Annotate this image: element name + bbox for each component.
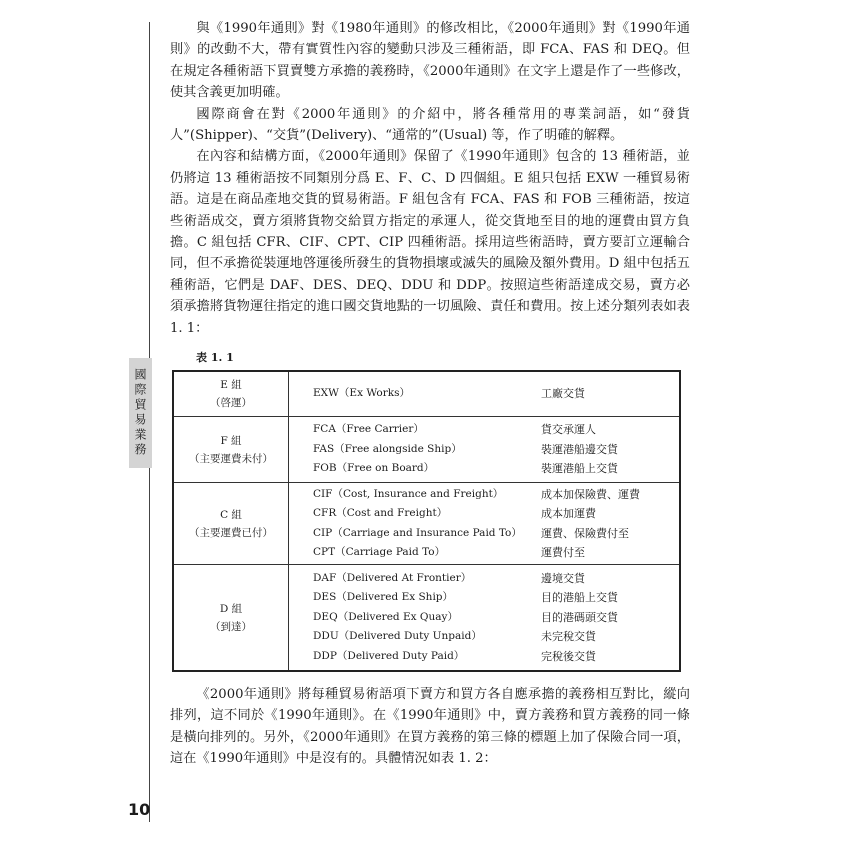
term-en: CPT（Carriage Paid To） <box>313 546 446 558</box>
page-number: 10 <box>128 800 151 819</box>
term-en: CIP（Carriage and Insurance Paid To） <box>313 526 522 539</box>
table-row <box>173 565 680 672</box>
term-zh: 完稅後交貨 <box>541 649 596 663</box>
group-sub: （主要運費未付） <box>189 452 273 465</box>
term-zh: 裝運港船上交貨 <box>541 462 618 476</box>
term-en: CFR（Cost and Freight） <box>313 507 448 519</box>
paragraph: 《2000年通則》將每種貿易術語項下賣方和買方各自應承擔的義務相互對比，縱向排列，這不同於《1990年通則》。在《1990年通則》中，賣方義務和買方義務的同一條是橫向排列的。另外，《2000年通則》在買方義務的第三條的標題上加了保險合同一項，這在《1990年通則》中是沒有的。具體情況如表 1. 2： <box>170 687 690 767</box>
term-zh-cell <box>541 417 680 483</box>
paragraph: 在內容和結構方面，《2000年通則》保留了《1990年通則》包含的 13 種術語，並仍將這 13 種術語按不同類別分爲 E、F、C、D 四個組。E 組只包括 EXW 一種貿易術語。這是在商品產地交貨的貿易術語。F 組包含有 FCA、FAS 和 FOB 三種術語，按這些術語成交，賣方須將貨物交給買方指定的承運人，從交貨地至目的地的運費由買方負擔。C 組包括 CFR、CIF、CPT、CIP 四種術語。採用這些術語時，賣方要訂立運輸合同，但不承擔從裝運地啓運後所發生的貨物損壞或滅失的風險及額外費用。D 組中包括五種術語，它們是 DAF、DES、DEQ、DDU 和 DDP。按照這些術語達成交易，賣方必須承擔將貨物運往指定的進口國交貨地點的一切風險、責任和費用。按上述分類列表如表 1. 1： <box>170 149 690 336</box>
term-zh-cell <box>541 371 680 417</box>
term-zh: 目的港碼頭交貨 <box>541 610 618 624</box>
term-zh-cell <box>541 565 680 672</box>
paragraph: 與《1990年通則》對《1980年通則》的修改相比，《2000年通則》對《1990年通則》的改動不大，帶有實質性內容的變動只涉及三種術語，即 FCA、FAS 和 DEQ。但在規定各種術語下買賣雙方承擔的義務時，《2000年通則》在文字上還是作了一些修改，使其含義更加明確。 <box>170 21 690 101</box>
table-row <box>173 483 680 565</box>
term-zh: 運費、保險費付至 <box>541 526 629 540</box>
chapter-side-tab-label: 國際貿易業務 <box>133 368 147 458</box>
term-en: DDU（Delivered Duty Unpaid） <box>313 630 482 643</box>
term-zh: 成本加保險費、運費 <box>541 487 640 501</box>
trade-terms-table <box>172 370 681 672</box>
group-name: E 組 <box>220 379 242 391</box>
body-text-bottom <box>170 684 690 770</box>
term-en: DEQ（Delivered Ex Quay） <box>313 610 458 623</box>
group-cell <box>173 417 289 483</box>
term-zh: 貨交承運人 <box>541 423 596 437</box>
group-name: C 組 <box>220 508 242 521</box>
paragraph: 國際商會在對《2000年通則》的介紹中，將各種常用的專業詞語，如“發貨人”(Shipper)、“交貨”(Delivery)、“通常的”(Usual) 等，作了明確的解釋。 <box>170 106 690 144</box>
term-zh: 工廠交貨 <box>541 387 585 401</box>
table-caption: 表 1. 1 <box>196 351 234 364</box>
table-row <box>173 371 680 417</box>
term-zh: 裝運港船邊交貨 <box>541 442 618 456</box>
group-cell <box>173 565 289 672</box>
body-text-top <box>170 18 690 339</box>
table-row <box>173 417 680 483</box>
term-en-cell <box>289 417 542 483</box>
term-zh: 未完稅交貨 <box>541 630 596 644</box>
term-en: EXW（Ex Works） <box>313 387 411 400</box>
group-sub: （到達） <box>210 620 252 633</box>
group-cell <box>173 371 289 417</box>
term-zh: 運費付至 <box>541 546 585 559</box>
term-en: FCA（Free Carrier） <box>313 423 424 436</box>
term-en: DES（Delivered Ex Ship） <box>313 591 454 604</box>
term-en: CIF（Cost, Insurance and Freight） <box>313 487 504 500</box>
term-zh: 成本加運費 <box>541 507 596 520</box>
term-en-cell <box>289 371 542 417</box>
term-zh-cell <box>541 483 680 565</box>
term-en: FOB（Free on Board） <box>313 462 435 475</box>
term-zh: 目的港船上交貨 <box>541 591 618 605</box>
group-sub: （啓運） <box>210 397 252 409</box>
group-name: F 組 <box>220 434 242 447</box>
group-name: D 組 <box>219 602 243 615</box>
chapter-side-tab <box>129 358 152 468</box>
term-en-cell <box>289 483 542 565</box>
term-en: DAF（Delivered At Frontier） <box>313 571 472 584</box>
term-zh: 邊境交貨 <box>541 571 585 585</box>
group-sub: （主要運費已付） <box>189 526 273 539</box>
term-en: DDP（Delivered Duty Paid） <box>313 649 465 662</box>
group-cell <box>173 483 289 565</box>
term-en: FAS（Free alongside Ship） <box>313 442 462 455</box>
term-en-cell <box>289 565 542 672</box>
